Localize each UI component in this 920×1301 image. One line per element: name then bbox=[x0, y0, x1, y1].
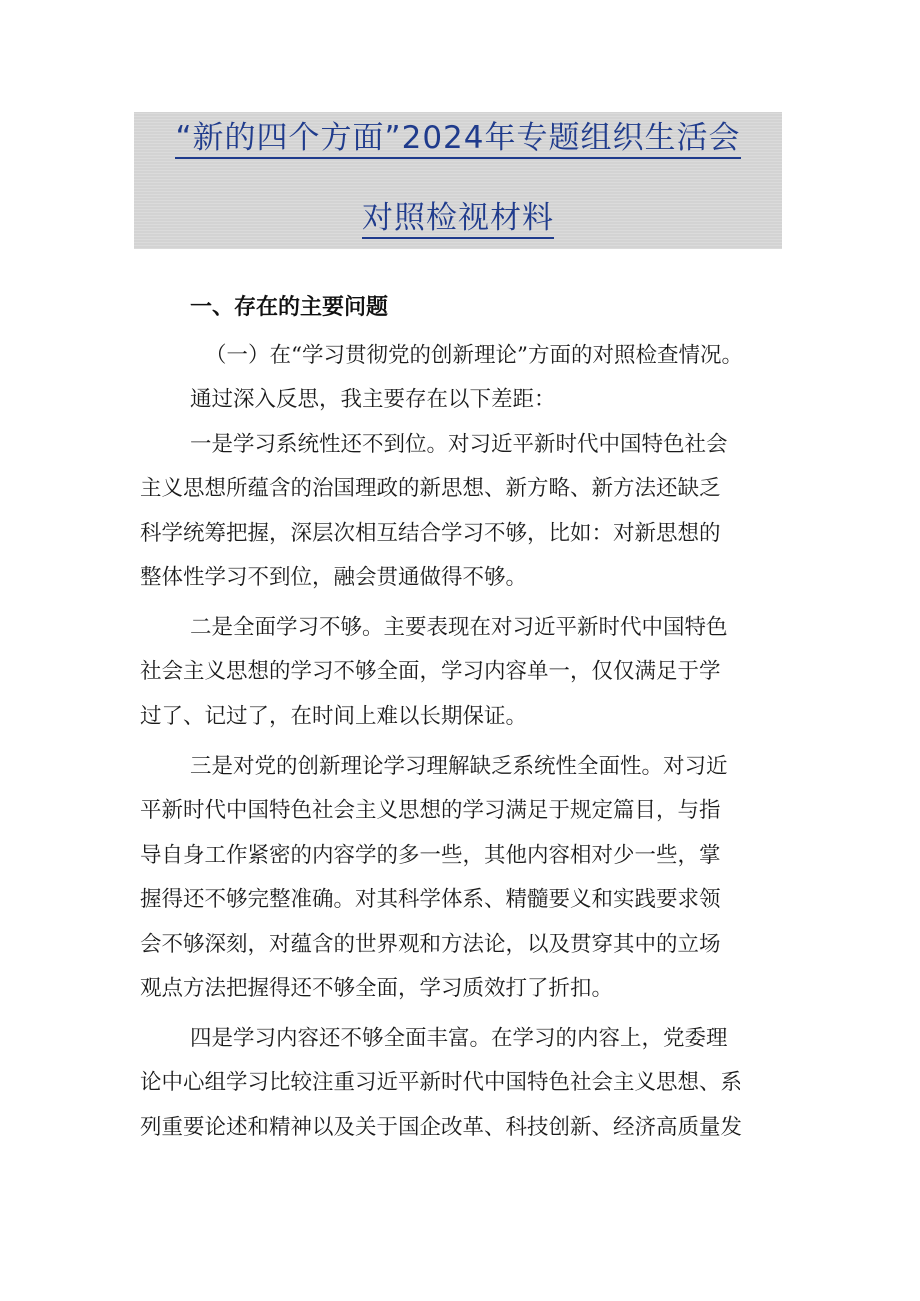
paragraph-line: 过了、记过了，在时间上难以长期保证。 bbox=[140, 704, 528, 729]
paragraph-line: 论中心组学习比较注重习近平新时代中国特色社会主义思想、系 bbox=[140, 1070, 743, 1095]
paragraph-line: 二是全面学习不够。主要表现在对习近平新时代中国特色 bbox=[190, 615, 728, 640]
paragraph-line: 平新时代中国特色社会主义思想的学习满足于规定篇目，与指 bbox=[140, 798, 721, 823]
paragraph-line: 社会主义思想的学习不够全面，学习内容单一，仅仅满足于学 bbox=[140, 659, 721, 684]
document-title-line-2: 对照检视材料 bbox=[134, 196, 782, 240]
paragraph-line: 握得还不够完整准确。对其科学体系、精髓要义和实践要求领 bbox=[140, 887, 721, 912]
paragraph-line: 列重要论述和精神以及关于国企改革、科技创新、经济高质量发 bbox=[140, 1115, 743, 1140]
paragraph-line: 整体性学习不到位，融会贯通做得不够。 bbox=[140, 565, 528, 590]
paragraph-line: 导自身工作紧密的内容学的多一些，其他内容相对少一些，掌 bbox=[140, 843, 721, 868]
paragraph-line: 三是对党的创新理论学习理解缺乏系统性全面性。对习近 bbox=[190, 754, 728, 779]
section-heading: 一、存在的主要问题 bbox=[190, 295, 389, 320]
paragraph-line: 科学统筹把握，深层次相互结合学习不够，比如：对新思想的 bbox=[140, 521, 721, 546]
paragraph-line: （一）在“学习贯彻党的创新理论”方面的对照检查情况。 bbox=[205, 343, 743, 368]
paragraph-line: 一是学习系统性还不到位。对习近平新时代中国特色社会 bbox=[190, 432, 728, 457]
paragraph-line: 主义思想所蕴含的治国理政的新思想、新方略、新方法还缺乏 bbox=[140, 476, 721, 501]
paragraph-line: 观点方法把握得还不够全面，学习质效打了折扣。 bbox=[140, 976, 614, 1001]
document-title-line-1: “新的四个方面”2024年专题组织生活会 bbox=[134, 116, 782, 160]
paragraph-line: 会不够深刻，对蕴含的世界观和方法论，以及贯穿其中的立场 bbox=[140, 932, 721, 957]
paragraph-line: 通过深入反思，我主要存在以下差距： bbox=[190, 387, 556, 412]
paragraph-line: 四是学习内容还不够全面丰富。在学习的内容上，党委理 bbox=[190, 1026, 728, 1051]
